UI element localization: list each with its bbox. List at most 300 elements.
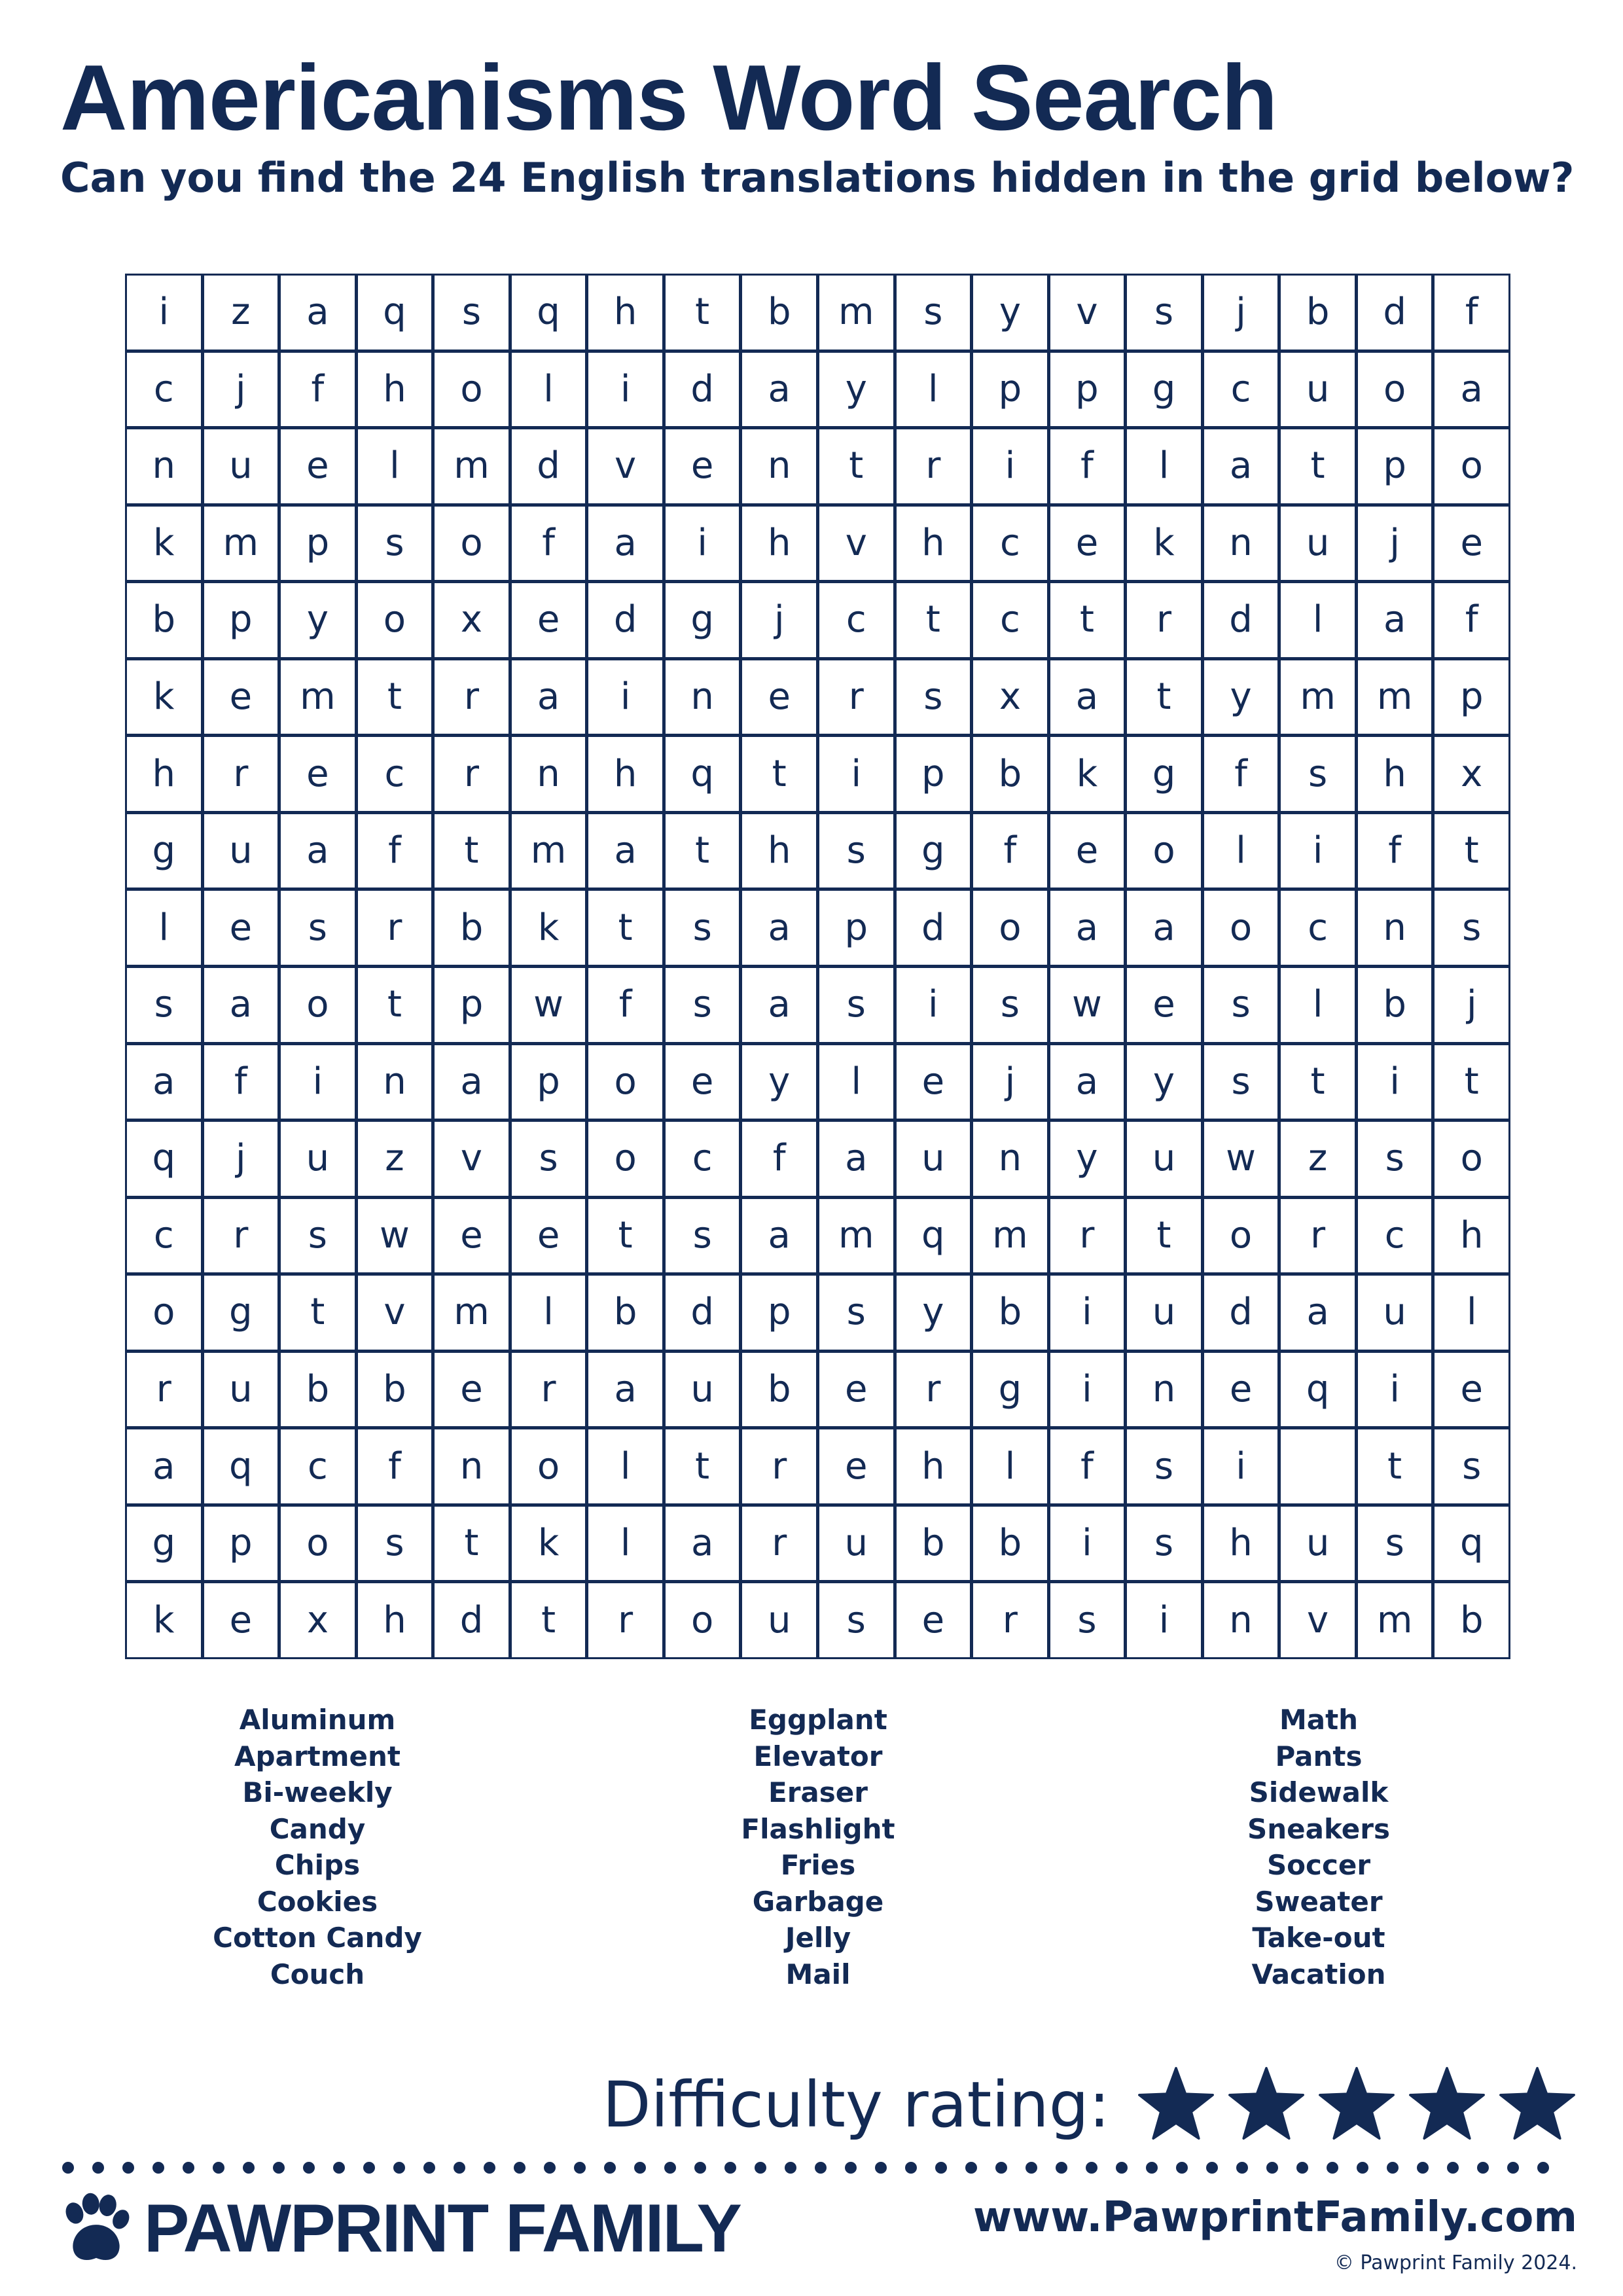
grid-cell[interactable]: p: [973, 353, 1047, 427]
grid-cell[interactable]: w: [512, 968, 586, 1042]
grid-cell[interactable]: e: [204, 1583, 278, 1657]
grid-cell[interactable]: l: [1281, 968, 1355, 1042]
grid-cell[interactable]: y: [742, 1045, 816, 1119]
grid-cell[interactable]: t: [588, 891, 662, 965]
grid-cell[interactable]: h: [897, 1429, 971, 1503]
grid-cell[interactable]: b: [973, 737, 1047, 811]
grid-cell[interactable]: t: [897, 583, 971, 657]
grid-cell[interactable]: l: [588, 1429, 662, 1503]
grid-cell[interactable]: h: [1435, 1199, 1508, 1273]
grid-cell[interactable]: d: [1204, 583, 1278, 657]
grid-cell[interactable]: t: [435, 1507, 508, 1581]
grid-cell[interactable]: h: [358, 353, 432, 427]
grid-cell[interactable]: i: [1050, 1276, 1124, 1350]
grid-cell[interactable]: e: [435, 1353, 508, 1427]
grid-cell[interactable]: c: [973, 507, 1047, 581]
grid-cell[interactable]: s: [281, 1199, 355, 1273]
grid-cell[interactable]: e: [742, 660, 816, 734]
grid-cell[interactable]: s: [819, 1583, 893, 1657]
grid-cell[interactable]: p: [1050, 353, 1124, 427]
grid-cell[interactable]: b: [127, 583, 201, 657]
grid-cell[interactable]: f: [358, 1429, 432, 1503]
grid-cell[interactable]: h: [1204, 1507, 1278, 1581]
grid-cell[interactable]: u: [1281, 353, 1355, 427]
grid-cell[interactable]: m: [512, 814, 586, 888]
grid-cell[interactable]: p: [1435, 660, 1508, 734]
grid-cell[interactable]: l: [819, 1045, 893, 1119]
grid-cell[interactable]: b: [358, 1353, 432, 1427]
grid-cell[interactable]: c: [127, 353, 201, 427]
grid-cell[interactable]: o: [1435, 429, 1508, 503]
grid-cell[interactable]: o: [281, 968, 355, 1042]
grid-cell[interactable]: k: [1127, 507, 1201, 581]
grid-cell[interactable]: c: [819, 583, 893, 657]
grid-cell[interactable]: s: [512, 1122, 586, 1196]
grid-cell[interactable]: x: [973, 660, 1047, 734]
grid-cell[interactable]: m: [1281, 660, 1355, 734]
grid-cell[interactable]: a: [742, 1199, 816, 1273]
grid-cell[interactable]: d: [666, 1276, 740, 1350]
grid-cell[interactable]: e: [897, 1045, 971, 1119]
grid-cell[interactable]: q: [666, 737, 740, 811]
grid-cell[interactable]: j: [1358, 507, 1432, 581]
grid-cell[interactable]: b: [281, 1353, 355, 1427]
grid-cell[interactable]: l: [1204, 814, 1278, 888]
grid-cell[interactable]: p: [281, 507, 355, 581]
grid-cell[interactable]: m: [281, 660, 355, 734]
grid-cell[interactable]: t: [1281, 1045, 1355, 1119]
grid-cell[interactable]: t: [1127, 660, 1201, 734]
grid-cell[interactable]: s: [819, 1276, 893, 1350]
grid-cell[interactable]: r: [742, 1507, 816, 1581]
grid-cell[interactable]: a: [1358, 583, 1432, 657]
grid-cell[interactable]: o: [666, 1583, 740, 1657]
grid-cell[interactable]: i: [1204, 1429, 1278, 1503]
grid-cell[interactable]: b: [435, 891, 508, 965]
grid-cell[interactable]: k: [1050, 737, 1124, 811]
grid-cell[interactable]: h: [897, 507, 971, 581]
grid-cell[interactable]: n: [973, 1122, 1047, 1196]
grid-cell[interactable]: y: [973, 276, 1047, 350]
grid-cell[interactable]: d: [1204, 1276, 1278, 1350]
grid-cell[interactable]: u: [204, 814, 278, 888]
grid-cell[interactable]: s: [897, 276, 971, 350]
grid-cell[interactable]: t: [666, 276, 740, 350]
grid-cell[interactable]: n: [742, 429, 816, 503]
grid-cell[interactable]: l: [973, 1429, 1047, 1503]
grid-cell[interactable]: n: [1127, 1353, 1201, 1427]
grid-cell[interactable]: s: [973, 968, 1047, 1042]
grid-cell[interactable]: e: [204, 660, 278, 734]
grid-cell[interactable]: i: [666, 507, 740, 581]
grid-cell[interactable]: e: [666, 1045, 740, 1119]
grid-cell[interactable]: s: [897, 660, 971, 734]
grid-cell[interactable]: o: [281, 1507, 355, 1581]
grid-cell[interactable]: d: [666, 353, 740, 427]
grid-cell[interactable]: r: [204, 737, 278, 811]
grid-cell[interactable]: b: [897, 1507, 971, 1581]
grid-cell[interactable]: x: [281, 1583, 355, 1657]
grid-cell[interactable]: a: [127, 1429, 201, 1503]
grid-cell[interactable]: e: [281, 737, 355, 811]
grid-cell[interactable]: e: [666, 429, 740, 503]
grid-cell[interactable]: r: [1127, 583, 1201, 657]
grid-cell[interactable]: o: [588, 1045, 662, 1119]
grid-cell[interactable]: o: [1127, 814, 1201, 888]
grid-cell[interactable]: f: [512, 507, 586, 581]
grid-cell[interactable]: c: [127, 1199, 201, 1273]
grid-cell[interactable]: j: [973, 1045, 1047, 1119]
grid-cell[interactable]: l: [897, 353, 971, 427]
grid-cell[interactable]: o: [435, 353, 508, 427]
grid-cell[interactable]: h: [588, 737, 662, 811]
grid-cell[interactable]: o: [1435, 1122, 1508, 1196]
grid-cell[interactable]: i: [897, 968, 971, 1042]
grid-cell[interactable]: t: [1435, 814, 1508, 888]
grid-cell[interactable]: r: [1281, 1199, 1355, 1273]
grid-cell[interactable]: k: [512, 891, 586, 965]
grid-cell[interactable]: e: [435, 1199, 508, 1273]
grid-cell[interactable]: m: [819, 276, 893, 350]
grid-cell[interactable]: s: [1358, 1122, 1432, 1196]
grid-cell[interactable]: c: [973, 583, 1047, 657]
grid-cell[interactable]: q: [897, 1199, 971, 1273]
grid-cell[interactable]: a: [127, 1045, 201, 1119]
grid-cell[interactable]: a: [588, 1353, 662, 1427]
grid-cell[interactable]: m: [819, 1199, 893, 1273]
grid-cell[interactable]: h: [742, 507, 816, 581]
grid-cell[interactable]: i: [127, 276, 201, 350]
grid-cell[interactable]: v: [588, 429, 662, 503]
grid-cell[interactable]: r: [1050, 1199, 1124, 1273]
grid-cell[interactable]: y: [897, 1276, 971, 1350]
grid-cell[interactable]: a: [1281, 1276, 1355, 1350]
grid-cell[interactable]: u: [742, 1583, 816, 1657]
grid-cell[interactable]: x: [1435, 737, 1508, 811]
grid-cell[interactable]: q: [204, 1429, 278, 1503]
grid-cell[interactable]: h: [127, 737, 201, 811]
grid-cell[interactable]: i: [1358, 1045, 1432, 1119]
grid-cell[interactable]: a: [1435, 353, 1508, 427]
grid-cell[interactable]: r: [435, 660, 508, 734]
grid-cell[interactable]: b: [973, 1276, 1047, 1350]
grid-cell[interactable]: r: [204, 1199, 278, 1273]
grid-cell[interactable]: j: [204, 1122, 278, 1196]
grid-cell[interactable]: e: [1050, 507, 1124, 581]
grid-cell[interactable]: a: [512, 660, 586, 734]
grid-cell[interactable]: q: [127, 1122, 201, 1196]
grid-cell[interactable]: r: [435, 737, 508, 811]
grid-cell[interactable]: u: [204, 429, 278, 503]
grid-cell[interactable]: n: [1358, 891, 1432, 965]
grid-cell[interactable]: g: [973, 1353, 1047, 1427]
grid-cell[interactable]: p: [435, 968, 508, 1042]
grid-cell[interactable]: j: [1204, 276, 1278, 350]
grid-cell[interactable]: f: [204, 1045, 278, 1119]
grid-cell[interactable]: f: [1358, 814, 1432, 888]
grid-cell[interactable]: p: [819, 891, 893, 965]
grid-cell[interactable]: a: [742, 968, 816, 1042]
grid-cell[interactable]: a: [1050, 660, 1124, 734]
grid-cell[interactable]: q: [1435, 1507, 1508, 1581]
grid-cell[interactable]: d: [1358, 276, 1432, 350]
grid-cell[interactable]: r: [897, 1353, 971, 1427]
grid-cell[interactable]: g: [127, 1507, 201, 1581]
grid-cell[interactable]: s: [1435, 1429, 1508, 1503]
grid-cell[interactable]: i: [588, 353, 662, 427]
grid-cell[interactable]: l: [127, 891, 201, 965]
grid-cell[interactable]: t: [1050, 583, 1124, 657]
grid-cell[interactable]: r: [742, 1429, 816, 1503]
grid-cell[interactable]: u: [666, 1353, 740, 1427]
grid-cell[interactable]: o: [1358, 353, 1432, 427]
grid-cell[interactable]: a: [588, 507, 662, 581]
grid-cell[interactable]: g: [1127, 353, 1201, 427]
grid-cell[interactable]: e: [512, 583, 586, 657]
grid-cell[interactable]: f: [1435, 276, 1508, 350]
grid-cell[interactable]: p: [742, 1276, 816, 1350]
grid-cell[interactable]: r: [973, 1583, 1047, 1657]
grid-cell[interactable]: a: [1050, 1045, 1124, 1119]
grid-cell[interactable]: o: [973, 891, 1047, 965]
grid-cell[interactable]: i: [1050, 1507, 1124, 1581]
grid-cell[interactable]: t: [358, 660, 432, 734]
grid-cell[interactable]: f: [1050, 429, 1124, 503]
grid-cell[interactable]: a: [819, 1122, 893, 1196]
grid-cell[interactable]: e: [897, 1583, 971, 1657]
grid-cell[interactable]: f: [588, 968, 662, 1042]
grid-cell[interactable]: g: [1127, 737, 1201, 811]
grid-cell[interactable]: e: [281, 429, 355, 503]
grid-cell[interactable]: l: [1281, 583, 1355, 657]
grid-cell[interactable]: s: [1127, 1507, 1201, 1581]
grid-cell[interactable]: s: [666, 1199, 740, 1273]
grid-cell[interactable]: e: [1127, 968, 1201, 1042]
grid-cell[interactable]: g: [127, 814, 201, 888]
grid-cell[interactable]: n: [1204, 507, 1278, 581]
grid-cell[interactable]: u: [819, 1507, 893, 1581]
grid-cell[interactable]: a: [666, 1507, 740, 1581]
grid-cell[interactable]: l: [512, 1276, 586, 1350]
grid-cell[interactable]: u: [1127, 1122, 1201, 1196]
grid-cell[interactable]: n: [1204, 1583, 1278, 1657]
grid-cell[interactable]: g: [204, 1276, 278, 1350]
grid-cell[interactable]: y: [1127, 1045, 1201, 1119]
grid-cell[interactable]: k: [127, 1583, 201, 1657]
grid-cell[interactable]: s: [1281, 737, 1355, 811]
grid-cell[interactable]: i: [1050, 1353, 1124, 1427]
grid-cell[interactable]: t: [1358, 1429, 1432, 1503]
grid-cell[interactable]: m: [435, 1276, 508, 1350]
grid-cell[interactable]: k: [127, 507, 201, 581]
grid-cell[interactable]: e: [1204, 1353, 1278, 1427]
grid-cell[interactable]: o: [588, 1122, 662, 1196]
grid-cell[interactable]: u: [897, 1122, 971, 1196]
grid-cell[interactable]: m: [204, 507, 278, 581]
grid-cell[interactable]: i: [1281, 814, 1355, 888]
grid-cell[interactable]: t: [1435, 1045, 1508, 1119]
grid-cell[interactable]: b: [588, 1276, 662, 1350]
grid-cell[interactable]: l: [358, 429, 432, 503]
grid-cell[interactable]: t: [435, 814, 508, 888]
grid-cell[interactable]: n: [512, 737, 586, 811]
grid-cell[interactable]: j: [742, 583, 816, 657]
grid-cell[interactable]: c: [281, 1429, 355, 1503]
grid-cell[interactable]: l: [1127, 429, 1201, 503]
grid-cell[interactable]: i: [819, 737, 893, 811]
grid-cell[interactable]: w: [358, 1199, 432, 1273]
grid-cell[interactable]: h: [588, 276, 662, 350]
grid-cell[interactable]: h: [358, 1583, 432, 1657]
grid-cell[interactable]: i: [973, 429, 1047, 503]
grid-cell[interactable]: i: [281, 1045, 355, 1119]
grid-cell[interactable]: j: [204, 353, 278, 427]
grid-cell[interactable]: o: [1204, 1199, 1278, 1273]
grid-cell[interactable]: d: [435, 1583, 508, 1657]
grid-cell[interactable]: b: [742, 1353, 816, 1427]
grid-cell[interactable]: s: [127, 968, 201, 1042]
grid-cell[interactable]: r: [358, 891, 432, 965]
grid-cell[interactable]: r: [512, 1353, 586, 1427]
grid-cell[interactable]: v: [1050, 276, 1124, 350]
grid-cell[interactable]: y: [281, 583, 355, 657]
grid-cell[interactable]: s: [1127, 1429, 1201, 1503]
grid-cell[interactable]: c: [666, 1122, 740, 1196]
grid-cell[interactable]: t: [1127, 1199, 1201, 1273]
grid-cell[interactable]: s: [1050, 1583, 1124, 1657]
grid-cell[interactable]: t: [358, 968, 432, 1042]
grid-cell[interactable]: p: [204, 1507, 278, 1581]
grid-cell[interactable]: c: [1204, 353, 1278, 427]
grid-cell[interactable]: y: [1204, 660, 1278, 734]
grid-cell[interactable]: d: [897, 891, 971, 965]
grid-cell[interactable]: s: [1204, 968, 1278, 1042]
grid-cell[interactable]: o: [127, 1276, 201, 1350]
grid-cell[interactable]: y: [819, 353, 893, 427]
grid-cell[interactable]: a: [204, 968, 278, 1042]
grid-cell[interactable]: u: [281, 1122, 355, 1196]
grid-cell[interactable]: o: [358, 583, 432, 657]
grid-cell[interactable]: r: [127, 1353, 201, 1427]
grid-cell[interactable]: o: [435, 507, 508, 581]
grid-cell[interactable]: c: [1281, 891, 1355, 965]
grid-cell[interactable]: u: [1127, 1276, 1201, 1350]
grid-cell[interactable]: n: [666, 660, 740, 734]
grid-cell[interactable]: e: [1050, 814, 1124, 888]
grid-cell[interactable]: y: [1050, 1122, 1124, 1196]
grid-cell[interactable]: n: [127, 429, 201, 503]
grid-cell[interactable]: l: [588, 1507, 662, 1581]
grid-cell[interactable]: s: [1204, 1045, 1278, 1119]
grid-cell[interactable]: a: [281, 276, 355, 350]
grid-cell[interactable]: a: [1204, 429, 1278, 503]
grid-cell[interactable]: u: [1281, 1507, 1355, 1581]
grid-cell[interactable]: b: [1281, 276, 1355, 350]
grid-cell[interactable]: p: [1358, 429, 1432, 503]
grid-cell[interactable]: p: [512, 1045, 586, 1119]
grid-cell[interactable]: s: [819, 968, 893, 1042]
grid-cell[interactable]: f: [1435, 583, 1508, 657]
grid-cell[interactable]: f: [742, 1122, 816, 1196]
grid-cell[interactable]: v: [819, 507, 893, 581]
grid-cell[interactable]: n: [435, 1429, 508, 1503]
grid-cell[interactable]: f: [1204, 737, 1278, 811]
grid-cell[interactable]: u: [1281, 507, 1355, 581]
grid-cell[interactable]: v: [1281, 1583, 1355, 1657]
grid-cell[interactable]: w: [1050, 968, 1124, 1042]
grid-cell[interactable]: b: [742, 276, 816, 350]
grid-cell[interactable]: h: [1358, 737, 1432, 811]
grid-cell[interactable]: e: [1435, 507, 1508, 581]
grid-cell[interactable]: g: [897, 814, 971, 888]
grid-cell[interactable]: s: [281, 891, 355, 965]
grid-cell[interactable]: h: [742, 814, 816, 888]
grid-cell[interactable]: a: [1127, 891, 1201, 965]
grid-cell[interactable]: f: [281, 353, 355, 427]
grid-cell[interactable]: m: [435, 429, 508, 503]
grid-cell[interactable]: r: [897, 429, 971, 503]
grid-cell[interactable]: a: [435, 1045, 508, 1119]
grid-cell[interactable]: e: [512, 1199, 586, 1273]
grid-cell[interactable]: [1281, 1429, 1355, 1503]
grid-cell[interactable]: m: [1358, 1583, 1432, 1657]
grid-cell[interactable]: d: [512, 429, 586, 503]
website-url[interactable]: www.PawprintFamily.com: [972, 2193, 1577, 2242]
grid-cell[interactable]: e: [819, 1429, 893, 1503]
grid-cell[interactable]: n: [358, 1045, 432, 1119]
grid-cell[interactable]: q: [358, 276, 432, 350]
grid-cell[interactable]: t: [588, 1199, 662, 1273]
grid-cell[interactable]: v: [358, 1276, 432, 1350]
grid-cell[interactable]: p: [204, 583, 278, 657]
grid-cell[interactable]: t: [512, 1583, 586, 1657]
grid-cell[interactable]: m: [973, 1199, 1047, 1273]
grid-cell[interactable]: b: [973, 1507, 1047, 1581]
grid-cell[interactable]: p: [897, 737, 971, 811]
grid-cell[interactable]: d: [588, 583, 662, 657]
grid-cell[interactable]: c: [1358, 1199, 1432, 1273]
grid-cell[interactable]: f: [973, 814, 1047, 888]
grid-cell[interactable]: c: [358, 737, 432, 811]
grid-cell[interactable]: l: [1435, 1276, 1508, 1350]
grid-cell[interactable]: e: [819, 1353, 893, 1427]
grid-cell[interactable]: b: [1358, 968, 1432, 1042]
grid-cell[interactable]: q: [512, 276, 586, 350]
grid-cell[interactable]: t: [819, 429, 893, 503]
grid-cell[interactable]: e: [1435, 1353, 1508, 1427]
grid-cell[interactable]: t: [1281, 429, 1355, 503]
grid-cell[interactable]: k: [127, 660, 201, 734]
grid-cell[interactable]: t: [666, 1429, 740, 1503]
grid-cell[interactable]: t: [742, 737, 816, 811]
grid-cell[interactable]: o: [512, 1429, 586, 1503]
grid-cell[interactable]: s: [435, 276, 508, 350]
grid-cell[interactable]: s: [819, 814, 893, 888]
grid-cell[interactable]: t: [666, 814, 740, 888]
grid-cell[interactable]: r: [588, 1583, 662, 1657]
grid-cell[interactable]: a: [588, 814, 662, 888]
grid-cell[interactable]: s: [666, 968, 740, 1042]
grid-cell[interactable]: s: [1358, 1507, 1432, 1581]
grid-cell[interactable]: x: [435, 583, 508, 657]
grid-cell[interactable]: t: [281, 1276, 355, 1350]
grid-cell[interactable]: r: [819, 660, 893, 734]
grid-cell[interactable]: s: [358, 1507, 432, 1581]
grid-cell[interactable]: w: [1204, 1122, 1278, 1196]
grid-cell[interactable]: z: [1281, 1122, 1355, 1196]
grid-cell[interactable]: z: [358, 1122, 432, 1196]
grid-cell[interactable]: b: [1435, 1583, 1508, 1657]
